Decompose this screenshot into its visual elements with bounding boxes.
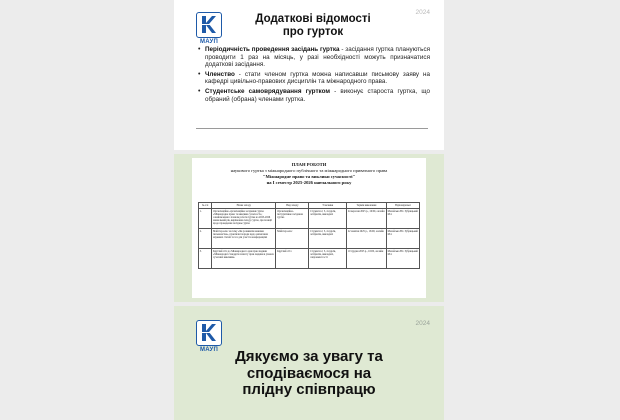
slide-divider <box>196 128 428 129</box>
plan-title-line: на I семестр 2025-2026 навчального року <box>266 180 352 185</box>
plan-title-line: наукового гуртка з міжнародного публічного та міжнародного приватного права <box>230 168 388 173</box>
table-cell: Мозайська В.І. Зубрицький М.І. <box>386 249 419 269</box>
bullet-text: - виконує староста гуртка, що обраний (обрана) членами гуртка. <box>205 87 430 103</box>
maup-logo-text: МАУП <box>200 39 218 45</box>
table-cell: 1. <box>199 209 212 229</box>
plan-title-line: ПЛАН РОБОТИ <box>291 162 327 167</box>
bullet-heading: Студентське самоврядування гуртком <box>205 87 331 95</box>
table-cell: Майстер-клас на тему «Як розвивати навички письменства», практичні поради щодо написання наукових статей та тез для участі в конференціях <box>212 229 276 249</box>
table-header-cell: Відповідальні <box>386 203 419 209</box>
maup-logo-text: МАУП <box>200 347 218 353</box>
table-row <box>199 249 420 269</box>
table-cell: Мозайська В.І. Зубрицький М.І. <box>386 209 419 229</box>
bullet-item <box>198 71 430 86</box>
thank-you-line: плідну співпрацю <box>242 381 376 398</box>
table-cell: 22 жовтня 2025 р., 16:00, онлайн <box>347 229 387 249</box>
slide-year: 2024 <box>415 320 430 327</box>
info-bullet-list <box>198 46 430 105</box>
plan-document <box>192 158 426 298</box>
table-header-cell: Назва заходу <box>212 203 276 209</box>
table-cell: 10 грудня 2025 р., 16:00, онлайн <box>347 249 387 269</box>
slide-thank-you <box>174 306 444 420</box>
table-header-cell: Вид заходу <box>276 203 309 209</box>
plan-table <box>198 202 420 269</box>
table-cell: Майстер-клас <box>276 229 309 249</box>
table-cell: Круглий стіл <box>276 249 309 269</box>
table-row <box>199 209 420 229</box>
bullet-item <box>198 46 430 69</box>
table-header-cell: Термін виконання <box>347 203 387 209</box>
slide-title-line: про гурток <box>282 25 344 38</box>
plan-title-line: "Міжнародне право та виклики сучасності" <box>262 174 356 179</box>
slide-title <box>218 13 408 38</box>
table-cell: 3. <box>199 249 212 269</box>
table-header-cell: Учасники <box>309 203 347 209</box>
maup-logo-icon <box>196 320 222 346</box>
table-cell: Круглий стіл до Міжнародного дня прав людини «Міжнародні стандарти захисту прав людини в умовах сучасних викликів» <box>212 249 276 269</box>
table-cell: Організаційно-інструктивне засідання гуртка <box>276 209 309 229</box>
slide-title-line: Додаткові відомості <box>255 13 371 25</box>
bullet-item <box>198 88 430 103</box>
bullet-heading: Членство <box>205 70 235 78</box>
table-cell: Мозайська В.І. Зубрицький М.І. <box>386 229 419 249</box>
bullet-text: - засідання гуртка плануються проводити 1 раз на місяць, у разі необхідності можуть призначатися додаткові засідання. <box>205 46 430 69</box>
slide-year: 2024 <box>415 9 430 16</box>
plan-title <box>192 162 426 186</box>
table-cell: Організаційно-організаційне засідання гуртка «Міжнародне право та виклики сучасності»; ознайомлення з планом роботи гуртка на 2025-2026 навчальний рік, вирішення складу гуртка, пропозиції щодо проведення засідань гуртка <box>212 209 276 229</box>
slide-additional-info <box>174 0 444 150</box>
bullet-text: - стати членом гуртка можна написавши письмову заяву на кафедрі цивільно-правових дисциплін та міжнародного права. <box>205 70 430 86</box>
table-cell: 24 вересня 2025 р., 16:00, онлайн <box>347 209 387 229</box>
table-row <box>199 229 420 249</box>
thank-you-message <box>184 349 434 399</box>
bullet-heading: Періодичність проведення засідань гуртка <box>205 46 340 53</box>
table-cell: 2. <box>199 229 212 249</box>
table-header-cell: № з/п <box>199 203 212 209</box>
slide-work-plan <box>174 154 444 302</box>
table-cell: Студенти 2, 3, 4 курсів, аспіранти, викладачі <box>309 209 347 229</box>
thank-you-line: Дякуємо за увагу та <box>235 348 383 365</box>
table-cell: Студенти 2, 3, 4 курсів, аспіранти, викладачі, запрошені гості <box>309 249 347 269</box>
thank-you-line: сподіваємося на <box>246 364 372 382</box>
table-cell: Студенти 2, 3, 4 курсів, аспіранти, викладачі <box>309 229 347 249</box>
